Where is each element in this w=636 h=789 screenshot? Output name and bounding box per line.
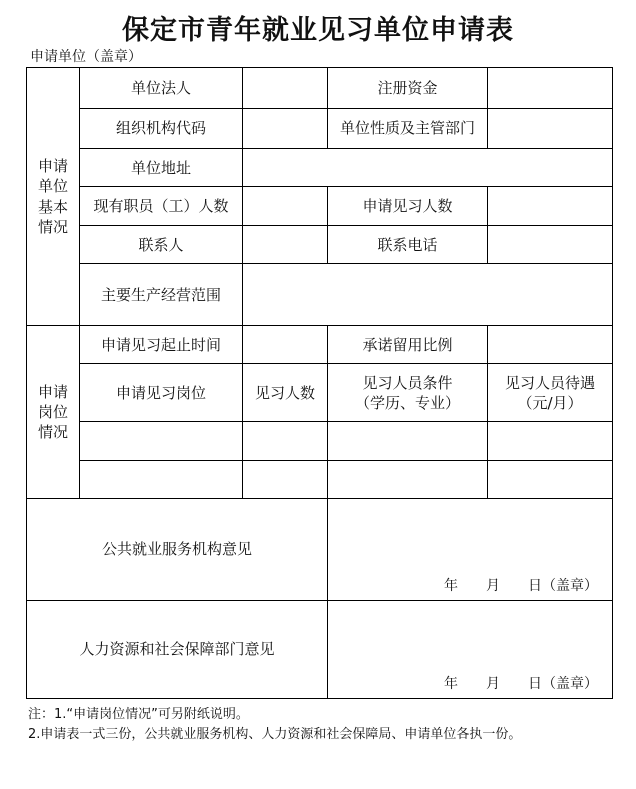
notes: [28, 705, 598, 745]
col-count-header: 见习人数: [243, 364, 328, 422]
date-stamp: 年 月 日（盖章）: [444, 577, 598, 594]
legal-person-label: 单位法人: [80, 68, 243, 109]
nature-dept-value[interactable]: [488, 109, 613, 149]
address-label: 单位地址: [80, 149, 243, 187]
address-value[interactable]: [243, 149, 613, 187]
intern-count-value[interactable]: [488, 187, 613, 226]
col-salary-header: 见习人员待遇 （元/月）: [488, 364, 613, 422]
application-form-table: [26, 67, 613, 699]
row-hr-opinion: [27, 600, 613, 698]
row-staff-count: [27, 187, 613, 226]
row-legal-person: [27, 68, 613, 109]
position-cell[interactable]: [80, 460, 243, 498]
row-address: [27, 149, 613, 187]
business-scope-value[interactable]: [243, 264, 613, 326]
count-cell[interactable]: [243, 422, 328, 460]
retention-rate-label: 承诺留用比例: [328, 326, 488, 364]
row-public-service-opinion: [27, 498, 613, 600]
row-business-scope: [27, 264, 613, 326]
contact-value[interactable]: [243, 226, 328, 264]
registered-capital-value[interactable]: [488, 68, 613, 109]
period-label: 申请见习起止时间: [80, 326, 243, 364]
position-row-2: [27, 460, 613, 498]
col-position-header: 申请见习岗位: [80, 364, 243, 422]
business-scope-label: 主要生产经营范围: [80, 264, 243, 326]
note-1: 注：1.“申请岗位情况”可另附纸说明。: [28, 707, 249, 722]
staff-count-value[interactable]: [243, 187, 328, 226]
row-position-header: [27, 364, 613, 422]
phone-value[interactable]: [488, 226, 613, 264]
org-code-value[interactable]: [243, 109, 328, 149]
requirements-cell[interactable]: [328, 460, 488, 498]
salary-cell[interactable]: [488, 422, 613, 460]
org-code-label: 组织机构代码: [80, 109, 243, 149]
contact-label: 联系人: [80, 226, 243, 264]
row-contact: [27, 226, 613, 264]
section-position-info-label: 申请 岗位 情况: [27, 326, 80, 498]
registered-capital-label: 注册资金: [328, 68, 488, 109]
date-stamp: 年 月 日（盖章）: [444, 676, 598, 693]
row-period: [27, 326, 613, 364]
row-org-code: [27, 109, 613, 149]
public-service-opinion-label: 公共就业服务机构意见: [27, 498, 328, 600]
position-cell[interactable]: [80, 422, 243, 460]
retention-rate-value[interactable]: [488, 326, 613, 364]
section-basic-info-label: 申请 单位 基本 情况: [27, 68, 80, 326]
public-service-opinion-field[interactable]: [328, 498, 613, 600]
salary-cell[interactable]: [488, 460, 613, 498]
nature-dept-label: 单位性质及主管部门: [328, 109, 488, 149]
position-row-1: [27, 422, 613, 460]
count-cell[interactable]: [243, 460, 328, 498]
form-title: 保定市青年就业见习单位申请表: [122, 15, 514, 46]
requirements-cell[interactable]: [328, 422, 488, 460]
staff-count-label: 现有职员（工）人数: [80, 187, 243, 226]
hr-opinion-field[interactable]: [328, 600, 613, 698]
legal-person-value[interactable]: [243, 68, 328, 109]
phone-label: 联系电话: [328, 226, 488, 264]
note-2: 2.申请表一式三份，公共就业服务机构、人力资源和社会保障局、申请单位各执一份。: [28, 727, 522, 742]
intern-count-label: 申请见习人数: [328, 187, 488, 226]
col-requirements-header: 见习人员条件 （学历、专业）: [328, 364, 488, 422]
applicant-label: 申请单位（盖章）: [30, 49, 142, 65]
hr-opinion-label: 人力资源和社会保障部门意见: [27, 600, 328, 698]
period-value[interactable]: [243, 326, 328, 364]
